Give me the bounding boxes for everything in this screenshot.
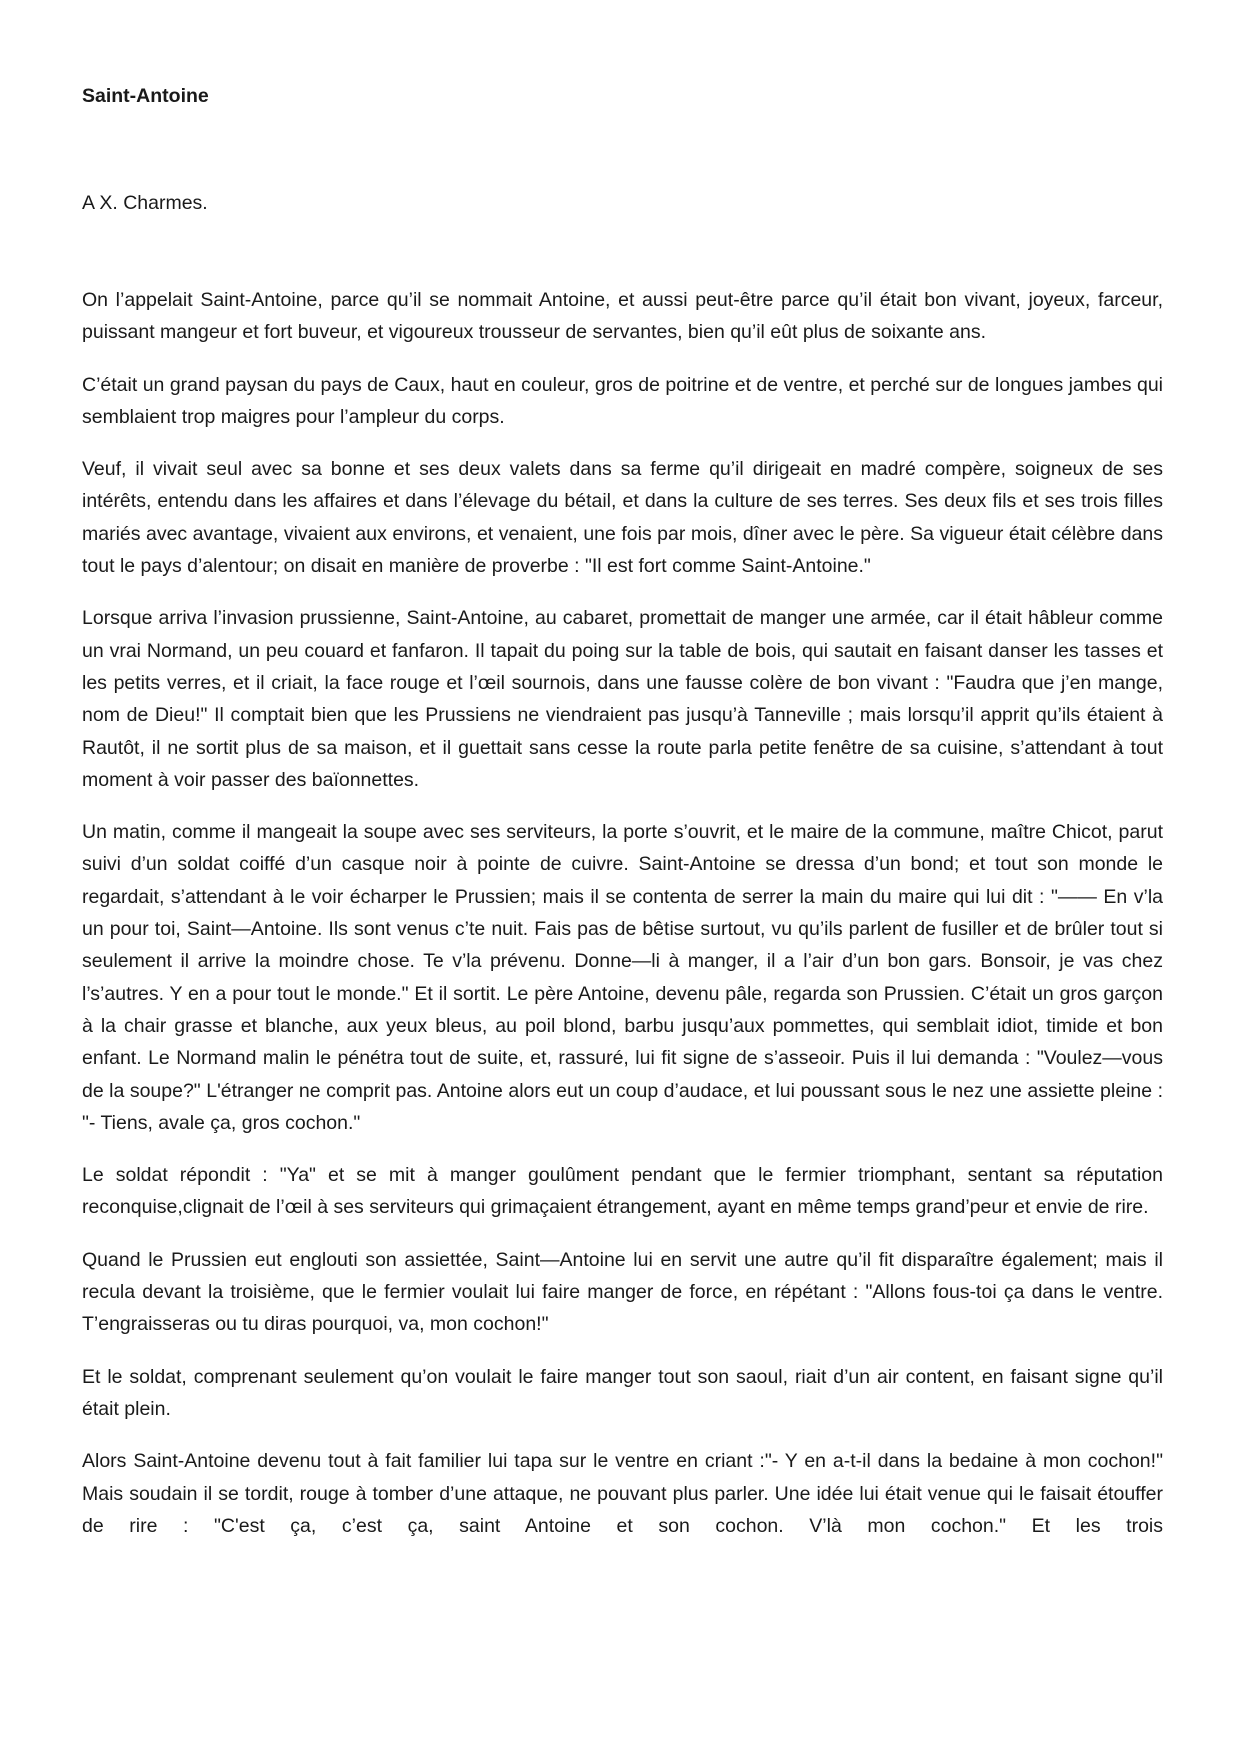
paragraph: Veuf, il vivait seul avec sa bonne et ses deux valets dans sa ferme qu’il dirigeait en madré compère, soigneux de ses intérêts, entendu dans les affaires et dans l’élevage du bétail, et dans la culture de ses terres. Ses deux fils et ses trois filles mariés avec avantage, vivaient aux environs, et venaient, une fois par mois, dîner avec le père. Sa vigueur était célèbre dans tout le pays d’alentour; on disait en manière de proverbe : "Il est fort comme Saint-Antoine." xyxy=(82,458,1163,578)
paragraph: On l’appelait Saint-Antoine, parce qu’il se nommait Antoine, et aussi peut-être parce qu’il était bon vivant, joyeux, farceur, puissant mangeur et fort buveur, et vigoureux trousseur de servantes, bien qu’il eût plus de soixante ans. xyxy=(82,289,1163,344)
paragraph: Le soldat répondit : "Ya" et se mit à manger goulûment pendant que le fermier triomphant, sentant sa réputation reconquise,clignait de l’œil à ses serviteurs qui grimaçaient étrangement, ayant en même temps grand’peur et envie de rire. xyxy=(82,1164,1163,1219)
paragraph: C’était un grand paysan du pays de Caux, haut en couleur, gros de poitrine et de ventre, et perché sur de longues jambes qui semblaient trop maigres pour l’ampleur du corps. xyxy=(82,373,1163,428)
document-title: Saint-Antoine xyxy=(82,85,209,107)
document-body xyxy=(82,284,1163,1562)
paragraph: Lorsque arriva l’invasion prussienne, Saint-Antoine, au cabaret, promettait de manger une armée, car il était hâbleur comme un vrai Normand, un peu couard et fanfaron. Il tapait du poing sur la table de bois, qui sautait en faisant danser les tasses et les petits verres, et il criait, la face rouge et l’œil sournois, dans une fausse colère de bon vivant : "Faudra que j’en mange, nom de Dieu!" Il comptait bien que les Prussiens ne viendraient pas jusqu’à Tanneville ; mais lorsqu’il apprit qu’ils étaient à Rautôt, il ne sortit plus de sa maison, et il guettait sans cesse la route parla petite fenêtre de sa cuisine, s’attendant à tout moment à voir passer des baïonnettes. xyxy=(82,607,1163,791)
paragraph: Quand le Prussien eut englouti son assiettée, Saint—Antoine lui en servit une autre qu’il fit disparaître également; mais il recula devant la troisième, que le fermier voulait lui faire manger de force, en répétant : "Allons fous-toi ça dans le ventre. T’engraisseras ou tu diras pourquoi, va, mon cochon!" xyxy=(82,1248,1163,1336)
paragraph: Un matin, comme il mangeait la soupe avec ses serviteurs, la porte s’ouvrit, et le maire de la commune, maître Chicot, parut suivi d’un soldat coiffé d’un casque noir à pointe de cuivre. Saint-Antoine se dressa d’un bond; et tout son monde le regardait, s’attendant à le voir écharper le Prussien; mais il se contenta de serrer la main du maire qui lui dit : "—— En v’la un pour toi, Saint—Antoine. Ils sont venus c’te nuit. Fais pas de bêtise surtout, vu qu’ils parlent de fusiller et de brûler tout si seulement il arrive la moindre chose. Te v’la prévenu. Donne—li à manger, il a l’air d’un bon gars. Bonsoir, je vas chez l’s’autres. Y en a pour tout le monde." Et il sortit. Le père Antoine, devenu pâle, regarda son Prussien. C’était un gros garçon à la chair grasse et blanche, aux yeux bleus, au poil blond, barbu jusqu’aux pommettes, qui semblait idiot, timide et bon enfant. Le Normand malin le pénétra tout de suite, et, rassuré, lui fit signe de s’asseoir. Puis il lui demanda : "Voulez—vous de la soupe?" L'étranger ne comprit pas. Antoine alors eut un coup d’audace, et lui poussant sous le nez une assiette pleine : "- Tiens, avale ça, gros cochon." xyxy=(82,821,1163,1134)
paragraph: Et le soldat, comprenant seulement qu’on voulait le faire manger tout son saoul, riait d’un air content, en faisant signe qu’il était plein. xyxy=(82,1365,1163,1420)
dedication: A X. Charmes. xyxy=(82,192,208,214)
document-page xyxy=(82,80,1163,1537)
paragraph: Alors Saint-Antoine devenu tout à fait familier lui tapa sur le ventre en criant :"- Y en a-t-il dans la bedaine à mon cochon!" Mais soudain il se tordit, rouge à tomber d’une attaque, ne pouvant plus parler. Une idée lui était venue qui le faisait étouffer de rire : "C'est ça, c’est ça, saint Antoine et son cochon. V’là mon cochon." Et les trois xyxy=(82,1450,1163,1537)
